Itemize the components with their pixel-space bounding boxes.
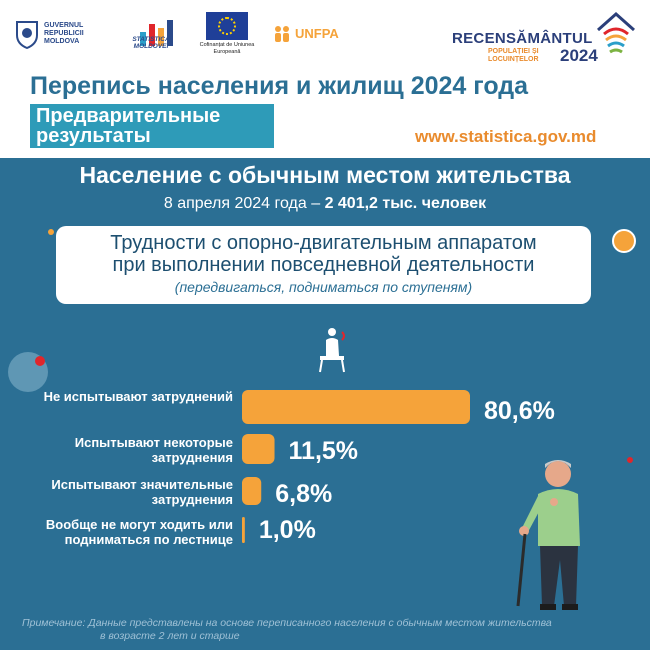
- bar-label: Вообще не могут ходить или подниматься по лестнице: [45, 517, 233, 547]
- page-title: Перепись населения и жилищ 2024 года: [30, 72, 529, 100]
- bar-label: Испытывают некоторые затруднения: [74, 435, 233, 465]
- census-logo-year: 2024: [560, 46, 598, 65]
- footnote: [22, 617, 632, 643]
- gov-logo-text: GUVERNUL REPUBLICII MOLDOVA: [44, 21, 84, 45]
- bar-label: Не испытывают затруднений: [43, 389, 233, 404]
- census-logo-subtitle: POPULAȚIEI ȘI LOCUINȚELOR: [488, 48, 539, 63]
- eu-logo-text: Cofinanțat de Uniunea Europeană: [199, 42, 255, 55]
- bar-value-label: 6,8%: [275, 480, 333, 508]
- population-title: Население с обычным местом жительства: [79, 162, 571, 188]
- unfpa-logo-text: UNFPA: [295, 26, 339, 41]
- population-value: 2 401,2: [324, 195, 378, 212]
- elderly-man-with-cane-icon: [508, 456, 598, 616]
- topic-line-1: Трудности с опорно-двигательным аппаратом: [110, 232, 537, 254]
- bar-4: [242, 517, 245, 543]
- website-link[interactable]: www.statistica.gov.md: [415, 127, 597, 146]
- bar-label: Испытывают значительные затруднения: [51, 477, 233, 507]
- footnote-line-2: в возрасте 2 лет и старше: [100, 630, 240, 642]
- topic-line-2: при выполнении повседневной деятельности: [112, 254, 535, 276]
- bar-value-label: 1,0%: [258, 516, 316, 544]
- population-date: 8 апреля 2024 года –: [163, 195, 321, 212]
- stat-logo-text: STATISTICA MOLDOVEI: [132, 35, 170, 50]
- census-logo-title: RECENSĂMÂNTUL: [452, 30, 593, 47]
- preliminary-badge: Предварительные результаты: [30, 104, 274, 148]
- population-unit: тыс. человек: [382, 195, 487, 212]
- bar-3: [242, 477, 261, 505]
- bar-2: [242, 434, 275, 464]
- bar-value-label: 80,6%: [484, 397, 555, 425]
- bar-1: [242, 390, 470, 424]
- bar-value-label: 11,5%: [288, 437, 359, 465]
- topic-line-3: (передвигаться, подниматься по ступеням): [174, 279, 473, 295]
- footnote-line-1: Примечание: Данные представлены на основе переписанного населения с обычным местом жительства: [22, 617, 552, 629]
